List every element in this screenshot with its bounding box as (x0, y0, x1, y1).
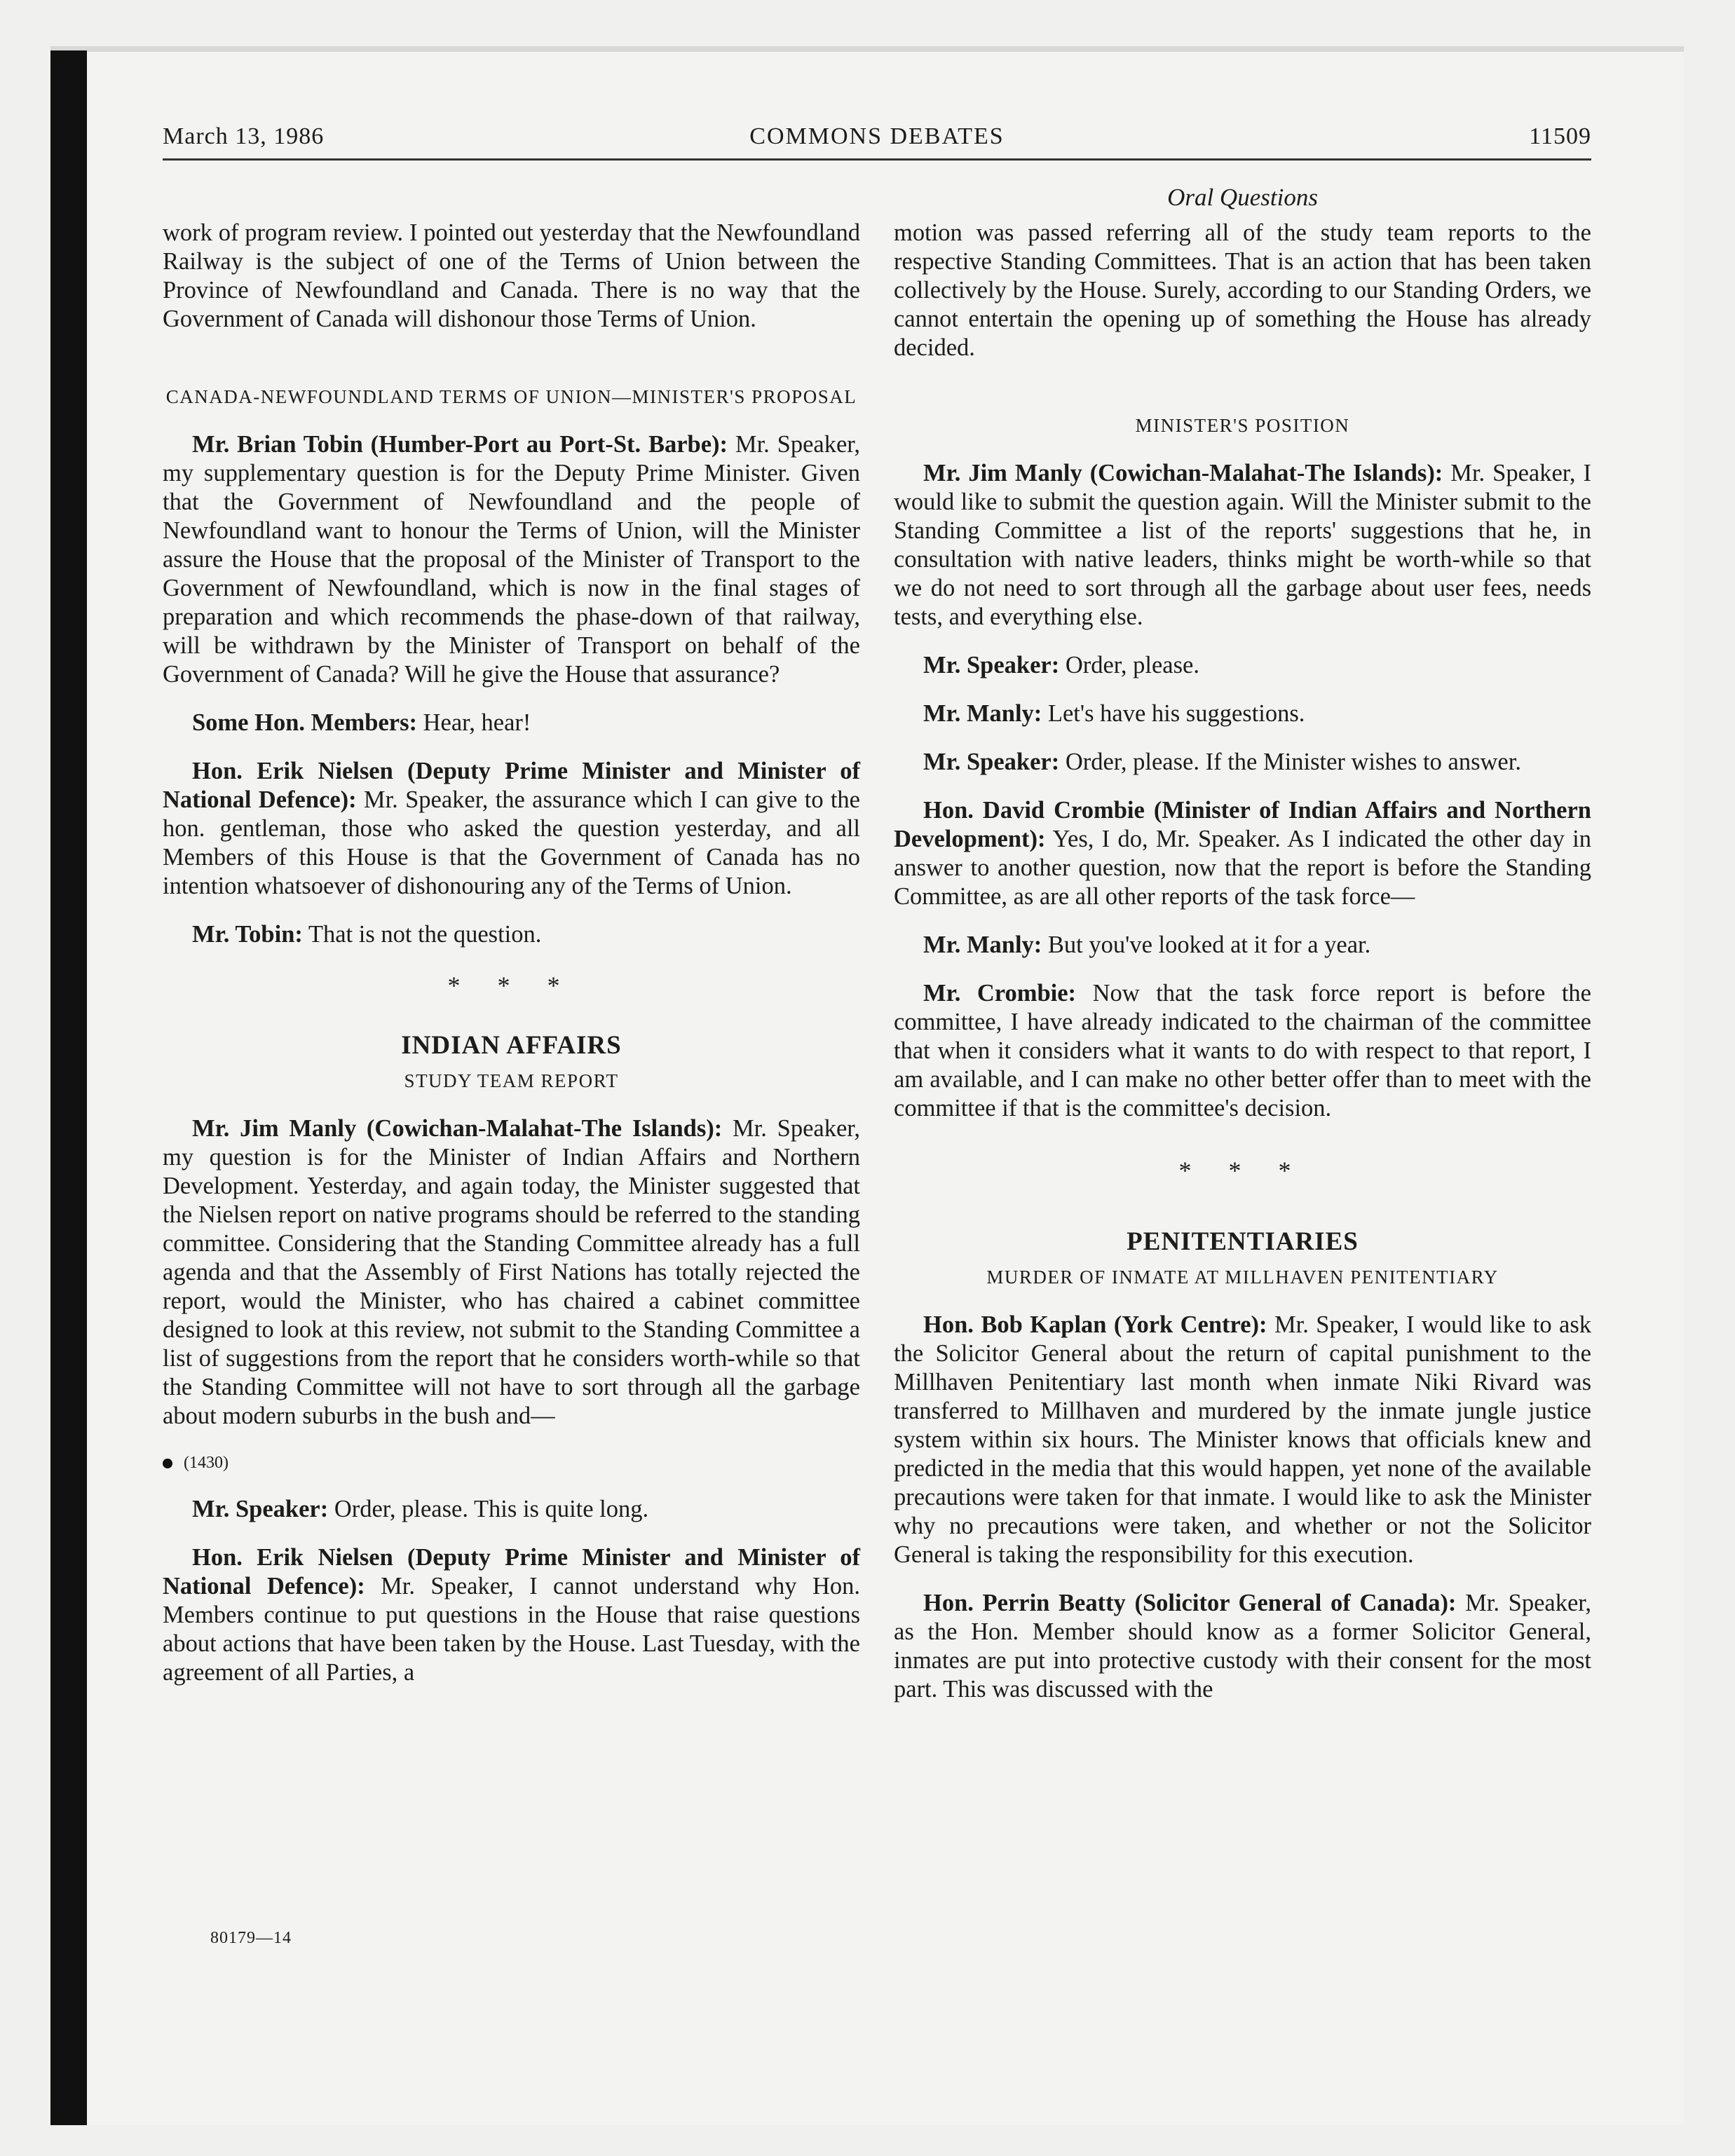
speaker-name: Hon. Bob Kaplan (York Centre): (923, 1311, 1267, 1338)
speaker-name: Mr. Jim Manly (Cowichan-Malahat-The Islands): (192, 1115, 723, 1142)
speaker-name: Mr. Jim Manly (Cowichan-Malahat-The Islands): (923, 460, 1443, 486)
paragraph (163, 709, 860, 737)
left-column (163, 219, 860, 1707)
speech-text: Mr. Speaker, my question is for the Minister of Indian Affairs and Northern Development. Yesterday, and again today, the Minister suggested that the Nielsen report on native programs should be referred to the standing committee. Considering that the Standing Committee already has a full agenda and that the Assembly of First Nations has totally rejected the report, would the Minister, who has chaired a cabinet committee designed to look at this review, not submit to the Standing Committee a list of suggestions from the report that he considers worth-while so that the Standing Committee will not have to sort through all the garbage about modern suburbs in the bush and— (163, 1115, 860, 1429)
speaker-name: Mr. Tobin: (192, 921, 303, 948)
speech-text: Order, please. If the Minister wishes to answer. (1059, 749, 1521, 775)
speech-text: Mr. Speaker, the assurance which I can give to the hon. gentleman, those who asked the question yesterday, and all Members of this House is that the Government of Canada has no intention whatsoever of dishonouring any of the Terms of Union. (163, 786, 860, 899)
running-head: Oral Questions (1167, 184, 1318, 211)
speaker-name: Hon. David Crombie (Minister of Indian Affairs and Northern Development): (894, 797, 1591, 852)
speech-text: Mr. Speaker, my supplementary question is for the Deputy Prime Minister. Given that the Government of Newfoundland and the people of Newfoundland want to honour the Terms of Union, will the Minister assure the House that the proposal of the Minister of Transport to the Government of Newfoundland, which is now in the final stages of preparation and which recommends the phase-down of that railway, will be withdrawn by the Minister of Transport on behalf of the Government of Canada? Will he give the House that assurance? (163, 431, 860, 688)
scan-edge-left (50, 50, 87, 2125)
paragraph (163, 430, 860, 689)
section-heading: INDIAN AFFAIRS (401, 1031, 622, 1060)
subheading: MINISTER'S POSITION (1135, 415, 1350, 436)
section-heading: PENITENTIARIES (1127, 1227, 1359, 1256)
speaker-name: Mr. Speaker: (192, 1496, 329, 1522)
header-title: COMMONS DEBATES (749, 123, 1005, 149)
section-separator: * * * (1178, 1157, 1307, 1185)
speech-text: Yes, I do, Mr. Speaker. As I indicated the other day in answer to another question, now that the report is before the Standing Committee, as are all other reports of the task force— (894, 826, 1591, 910)
speaker-name: Mr. Manly: (923, 932, 1042, 958)
bullet-icon (163, 1459, 172, 1468)
speaker-name: Mr. Speaker: (923, 652, 1060, 678)
speaker-name: Mr. Brian Tobin (Humber-Port au Port-St. Barbe): (192, 431, 728, 458)
header-date: March 13, 1986 (163, 123, 325, 149)
footer-code: 80179—14 (210, 1929, 292, 1947)
paragraph (894, 931, 1591, 960)
header-page-number: 11509 (1529, 123, 1591, 149)
speech-text: Let's have his suggestions. (1042, 700, 1305, 727)
paragraph (163, 1543, 860, 1687)
speaker-name: Some Hon. Members: (192, 709, 417, 736)
scan-edge-top (50, 46, 1684, 52)
speech-text: Mr. Speaker, I would like to submit the question again. Will the Minister submit to the Standing Committee a list of the reports' suggestions that he, in consultation with native leaders, thinks might be worth-while so that we do not need to sort through all the garbage about user fees, needs tests, and everything else. (894, 460, 1591, 630)
paragraph (894, 796, 1591, 911)
paragraph (894, 700, 1591, 728)
paragraph: work of program review. I pointed out yesterday that the Newfoundland Railway is the subject of one of the Terms of Union between the Province of Newfoundland and Canada. There is no way that the Government of Canada will dishonour those Terms of Union. (163, 219, 860, 332)
speaker-name: Hon. Erik Nielsen (Deputy Prime Minister and Minister of National Defence): (163, 758, 860, 813)
subheading: STUDY TEAM REPORT (404, 1070, 619, 1091)
header-rule (163, 158, 1591, 161)
paragraph (163, 920, 860, 949)
speech-text: That is not the question. (302, 921, 542, 948)
speech-text: But you've looked at it for a year. (1042, 932, 1371, 958)
speech-text: Order, please. (1059, 652, 1199, 678)
paragraph: motion was passed referring all of the study team reports to the respective Standing Committees. That is an action that has been taken collectively by the House. Surely, according to our Standing Orders, we cannot entertain the opening up of something the House has already decided. (894, 219, 1591, 361)
paragraph (163, 757, 860, 901)
speech-text: Mr. Speaker, I cannot understand why Hon. Members continue to put questions in the House that raise questions about actions that have been taken by the House. Last Tuesday, with the agreement of all Parties, a (163, 1573, 860, 1686)
paragraph (894, 651, 1591, 680)
speaker-name: Hon. Erik Nielsen (Deputy Prime Minister and Minister of National Defence): (163, 1544, 860, 1599)
speech-text: Order, please. This is quite long. (328, 1496, 649, 1522)
paragraph (894, 748, 1591, 777)
right-column (894, 219, 1591, 1724)
paragraph (163, 1495, 860, 1524)
speech-text: Now that the task force report is before the committee, I have already indicated to the chairman of the committee that when it considers what it wants to do with respect to that report, I am available, and I can make no other better offer than to meet with the committee if that is the committee's decision. (894, 980, 1591, 1121)
speech-text: Mr. Speaker, I would like to ask the Solicitor General about the return of capital punishment to the Millhaven Penitentiary last month when inmate Niki Rivard was transferred to Millhaven and murdered by the inmate jungle justice system within six hours. The Minister knows that officials knew and predicted in the media that this would happen, yet none of the available precautions were taken for that inmate. I would like to ask the Minister why no precautions were taken, and whether or not the Solicitor General is taking the responsibility for this execution. (894, 1311, 1591, 1568)
section-separator: * * * (447, 971, 576, 999)
speech-text: Hear, hear! (416, 709, 531, 736)
timecode (163, 1450, 860, 1475)
subheading: MURDER OF INMATE AT MILLHAVEN PENITENTIARY (986, 1267, 1499, 1288)
speaker-name: Mr. Speaker: (923, 749, 1060, 775)
paragraph (163, 1114, 860, 1431)
speaker-name: Hon. Perrin Beatty (Solicitor General of Canada): (923, 1590, 1457, 1616)
speaker-name: Mr. Manly: (923, 700, 1042, 727)
speech-text: Mr. Speaker, as the Hon. Member should know as a former Solicitor General, inmates are put into protective custody with their consent for the most part. This was discussed with the (894, 1590, 1591, 1703)
subheading: CANADA-NEWFOUNDLAND TERMS OF UNION—MINISTER'S PROPOSAL (165, 386, 857, 407)
speaker-name: Mr. Crombie: (923, 980, 1077, 1007)
timecode-text: (1430) (184, 1454, 229, 1472)
paragraph (894, 459, 1591, 632)
paragraph (894, 1311, 1591, 1569)
paragraph (894, 979, 1591, 1123)
paragraph (894, 1589, 1591, 1704)
